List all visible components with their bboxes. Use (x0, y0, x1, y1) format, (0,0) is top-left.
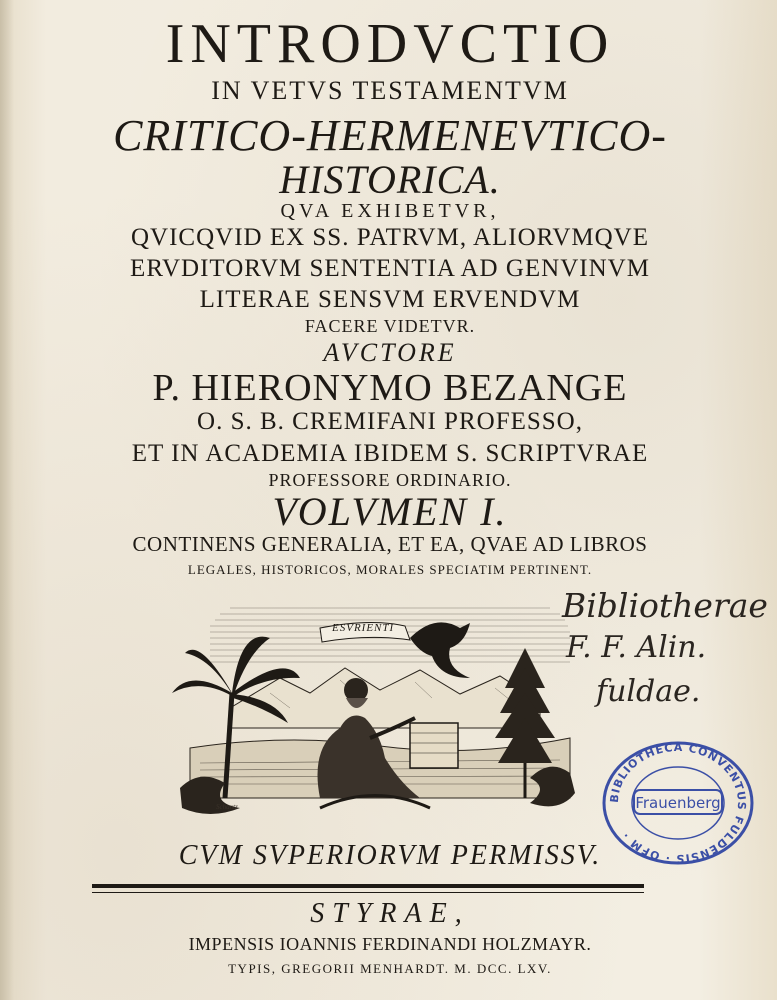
divider-rule-thin (92, 892, 644, 893)
book-title: INTRODVCTIO (165, 13, 615, 75)
engraved-vignette (170, 598, 580, 823)
subtitle-line-3: HISTORICA. (279, 157, 501, 202)
publisher-line: IMPENSIS IOANNIS FERDINANDI HOLZMAYR. (188, 934, 592, 954)
author-name: P. HIERONYMO BEZANGE (152, 367, 628, 409)
divider-rule-thick (92, 884, 644, 888)
subtitle-line-2: CRITICO-HERMENEVTICO- (113, 111, 667, 160)
description-line-1: QVICQVID EX SS. PATRVM, ALIORVMQVE (130, 224, 649, 251)
description-line-4: FACERE VIDETVR. (304, 316, 476, 336)
affiliation-line-3: PROFESSORE ORDINARIO. (268, 470, 512, 490)
place-of-publication: STYRAE, (310, 898, 470, 929)
affiliation-line-2: ET IN ACADEMIA IBIDEM S. SCRIPTVRAE (131, 440, 649, 467)
stamp-center-text: Frauenberg (635, 794, 721, 812)
vignette-motto: ESVRIENTI (332, 622, 395, 634)
page-gutter (0, 0, 14, 1000)
stamp-graphic (600, 740, 756, 866)
printer-line: TYPIS, GREGORII MENHARDT. M. DCC. LXV. (228, 961, 552, 976)
contents-line-1: CONTINENS GENERALIA, ET EA, QVAE AD LIBROS (132, 532, 648, 556)
contents-line-2: LEGALES, HISTORICOS, MORALES SPECIATIM PERTINENT. (187, 562, 593, 577)
library-stamp (600, 740, 756, 866)
inscription-line-2: F. F. Alin. (566, 630, 707, 665)
inscription-line-1: Bibliotherae (562, 586, 768, 625)
qua-exhibetur: QVA EXHIBETVR, (280, 200, 500, 222)
engraver-credit: Schantz (216, 803, 238, 811)
volume-label: VOLVMEN I. (272, 489, 508, 534)
stamp-ring-text: BIBLIOTHECA CONVENTUS FULDENSIS · OFM · (607, 740, 749, 866)
affiliation-line-1: O. S. B. CREMIFANI PROFESSO, (197, 408, 583, 435)
subtitle-line-1: IN VETVS TESTAMENTVM (211, 76, 569, 105)
auctore-label: AVCTORE (323, 338, 457, 367)
inscription-line-3: fuldae. (596, 674, 701, 709)
permission-line: CVM SVPERIORVM PERMISSV. (178, 840, 602, 871)
description-line-3: LITERAE SENSVM ERVENDVM (199, 286, 581, 313)
description-line-2: ERVDITORVM SENTENTIA AD GENVINVM (130, 255, 650, 282)
handwritten-inscription (556, 586, 776, 736)
